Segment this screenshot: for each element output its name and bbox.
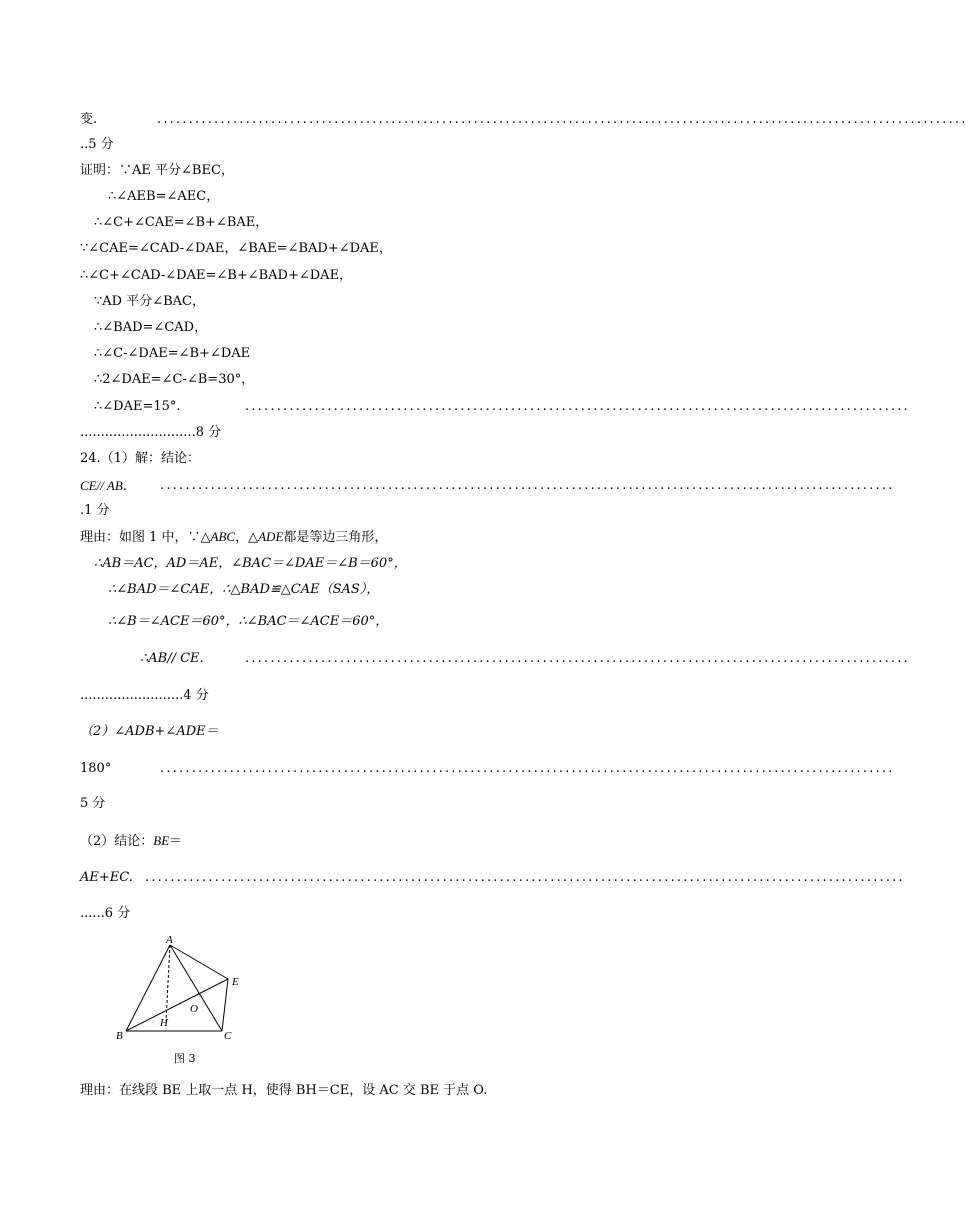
point-label-e: E xyxy=(232,976,239,988)
score-line: ..5 分 xyxy=(80,137,114,152)
proof-line: ∵∠CAE=∠CAD-∠DAE，∠BAE=∠BAD+∠DAE， xyxy=(80,241,392,256)
proof-line: 证明：∵AE 平分∠BEC， xyxy=(80,163,234,178)
question-line xyxy=(80,833,182,850)
math-text: ADE xyxy=(258,529,284,544)
score-line: 5 分 xyxy=(80,796,106,811)
proof-line: ∴2∠DAE=∠C-∠B=30°， xyxy=(94,372,255,387)
proof-line: ∵AD 平分∠BAC， xyxy=(94,294,205,309)
score-line: ......6 分 xyxy=(80,906,131,921)
answer-line: AE+EC. xyxy=(80,870,133,885)
conclusion-line xyxy=(80,478,127,495)
segment-ac xyxy=(170,945,222,1031)
point-label-h: H xyxy=(160,1017,168,1029)
point-label-c: C xyxy=(224,1030,232,1042)
question-line: （2）∠ADB+∠ADE＝ xyxy=(80,724,219,739)
reason-line: 理由：在线段 BE 上取一点 H，使得 BH＝CE，设 AC 交 BE 于点 O. xyxy=(80,1083,488,1098)
dot-leader: .................................................................................................................... xyxy=(160,761,895,776)
math-text: AB xyxy=(106,478,123,493)
dot-leader: .................................................................................................................... xyxy=(160,478,895,493)
score-line: ............................8 分 xyxy=(80,425,222,440)
proof-line: ∴∠C+∠CAE=∠B+∠BAE， xyxy=(94,215,269,230)
math-text: ABC xyxy=(210,529,236,544)
proof-line: ∴∠AEB=∠AEC， xyxy=(108,189,220,204)
segment-ec xyxy=(222,979,228,1031)
proof-line: ∴∠DAE=15°. xyxy=(94,399,181,414)
reason-line xyxy=(80,529,387,546)
point-label-o: O xyxy=(190,1003,198,1015)
proof-line: ∴AB// CE. xyxy=(140,651,204,666)
question-text: ＝ xyxy=(169,834,183,849)
dot-leader: ........................................................................................................................ xyxy=(145,870,905,885)
question-text: （2）结论： xyxy=(80,834,154,849)
text-line: 变. xyxy=(80,112,98,127)
proof-line: ∴∠B＝∠ACE＝60°，∴∠BAC＝∠ACE＝60°， xyxy=(108,614,389,629)
reason-text: 都是等边三角形， xyxy=(283,530,388,545)
dot-leader: ................................................................................................................................ xyxy=(157,112,968,127)
proof-line: ∴AB＝AC，AD＝AE，∠BAC＝∠DAE＝∠B＝60°， xyxy=(94,556,407,571)
math-text: // xyxy=(96,478,107,493)
reason-text: ，△ xyxy=(235,530,259,545)
segment-ae xyxy=(170,945,228,979)
proof-line: ∴∠BAD=∠CAD， xyxy=(94,320,208,335)
dot-leader: ......................................................................................................... xyxy=(245,651,910,666)
math-text: CE xyxy=(80,478,97,493)
math-text: BE xyxy=(153,833,170,848)
point-label-b: B xyxy=(116,1030,123,1042)
proof-line: ∴∠C-∠DAE=∠B+∠DAE xyxy=(94,346,251,361)
math-text: . xyxy=(122,479,127,494)
reason-text: 理由：如图 1 中，∵△ xyxy=(80,530,211,545)
answer-line: 180° xyxy=(80,761,112,776)
point-label-a: A xyxy=(166,934,173,946)
dot-leader: ......................................................................................................... xyxy=(245,399,910,414)
score-line: .1 分 xyxy=(80,503,110,518)
figure-caption: 图 3 xyxy=(174,1052,196,1065)
question-heading: 24.（1）解：结论： xyxy=(80,451,200,466)
proof-line: ∴∠C+∠CAD-∠DAE=∠B+∠BAD+∠DAE， xyxy=(80,268,353,283)
proof-line: ∴∠BAD＝∠CAE，∴△BAD≌△CAE（SAS）， xyxy=(108,582,380,597)
segment-be xyxy=(126,979,228,1031)
score-line: .........................4 分 xyxy=(80,688,209,703)
